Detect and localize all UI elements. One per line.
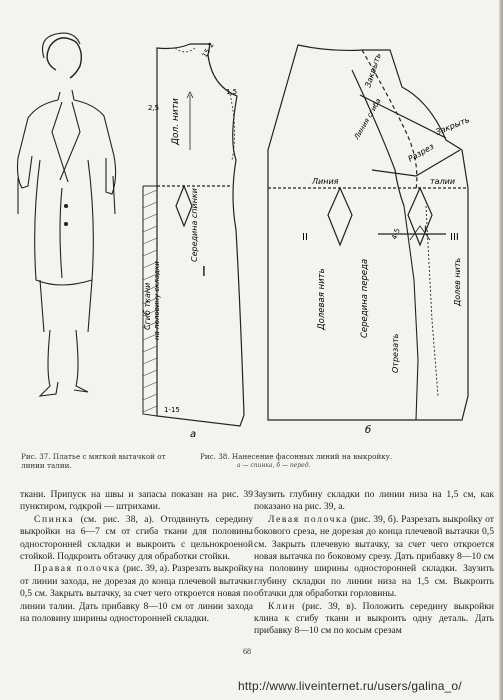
dress-sketch	[18, 33, 116, 396]
front-line-label: Линия	[312, 177, 339, 186]
paragraph: Правая полочка (рис. 39, а). Разрезать выкройку от линии захода, не дорезая до конца плечевой вытачки 0,5 см. Закрыть вытачку, за счет чего откроется новая по линии талии. Дать прибавку 8—10 см от линии захода на половину ширины односторонней складки.	[20, 563, 253, 625]
paragraph: Клин (рис. 39, в). Положить середину выкройки клина к сгибу ткани и выкроить одну деталь. Дать прибавку 8—10 см по косым срезам	[254, 600, 494, 637]
watermark-url: http://www.liveinternet.ru/users/galina_o/	[238, 679, 462, 693]
section-heading: Правая полочка	[34, 563, 121, 575]
fig-label-b: б	[365, 425, 372, 436]
front-waist-label: талии	[430, 177, 456, 186]
front-piece-III: III	[450, 232, 459, 243]
front-fold-line-label: Линия сгиба	[352, 97, 383, 141]
measure-15-2: 15-2	[200, 41, 216, 59]
measure-1-5: 1,5	[226, 88, 238, 96]
section-heading: Спинка	[34, 513, 75, 525]
back-fold-label-2: на половину складки	[153, 261, 161, 340]
measure-4-5: 4-5	[390, 227, 402, 241]
measure-2-5: 2,5	[148, 104, 160, 112]
paragraph: ткани. Припуск на швы и запасы показан на рис. 39 пунктиром, годкрой — штрихами.	[20, 489, 253, 513]
section-heading: Левая полочка	[268, 513, 349, 525]
front-pattern	[268, 45, 468, 420]
measure-1-15: 1-15	[164, 406, 180, 414]
front-middle-label: Середина переда	[360, 258, 370, 338]
figure-38-caption: Рис. 38. Нанесение фасонных линий на выкройку.	[200, 452, 393, 461]
text-column-right	[254, 489, 494, 638]
front-close-label: Закрыть	[363, 51, 383, 89]
front-close-label-2: Закрыть	[434, 115, 471, 137]
page-number: 68	[243, 647, 251, 656]
back-grain-label: Дол. нити	[171, 98, 181, 145]
text-column-left	[20, 489, 253, 625]
paragraph: Спинка (см. рис. 38, а). Отодвинуть середину выкройки на 6—7 см от сгиба ткани для половины односторонней складки и выкроить с цельнокроеной стойкой. Подкроить обтачку для обработки стойки.	[20, 513, 253, 563]
front-piece-I: I	[424, 225, 427, 235]
paragraph: Заузить глубину складки по линии низа на 1,5 см, как показано на рис. 39, а.	[254, 489, 494, 513]
front-grain-label-2: Долев нить	[453, 257, 462, 306]
front-cutoff-label: Отрезать	[391, 333, 400, 373]
front-grain-label: Долевая нить	[317, 268, 327, 330]
section-heading: Клин	[268, 600, 296, 612]
front-piece-II: II	[302, 232, 308, 243]
back-piece-number: I	[202, 265, 206, 280]
fig-label-a: а	[190, 429, 197, 440]
back-middle-label: Середина спинки	[190, 187, 199, 262]
figure-37-caption: Рис. 37. Платье с мягкой вытачкой от линии талии.	[21, 452, 166, 470]
paragraph: Левая полочка (рис. 39, б). Разрезать выкройку от бокового среза, не дорезая до конца плечевой вытачки 0,5 см. Закрыть плечевую вытачку, за счет чего откроется новая вытачка по боковому срезу. Дать прибавку 8—10 см на половину ширины односторонней складки. Заузить глубину складки по линии низа на 1,5 см. Выкроить обтачки для обработки горловины.	[254, 513, 494, 600]
figure-38-subcaption: а — спинка, б — перед.	[237, 462, 311, 469]
front-cut-label: Разрез	[406, 141, 436, 164]
back-fold-label: Сгиб ткани	[143, 282, 152, 330]
